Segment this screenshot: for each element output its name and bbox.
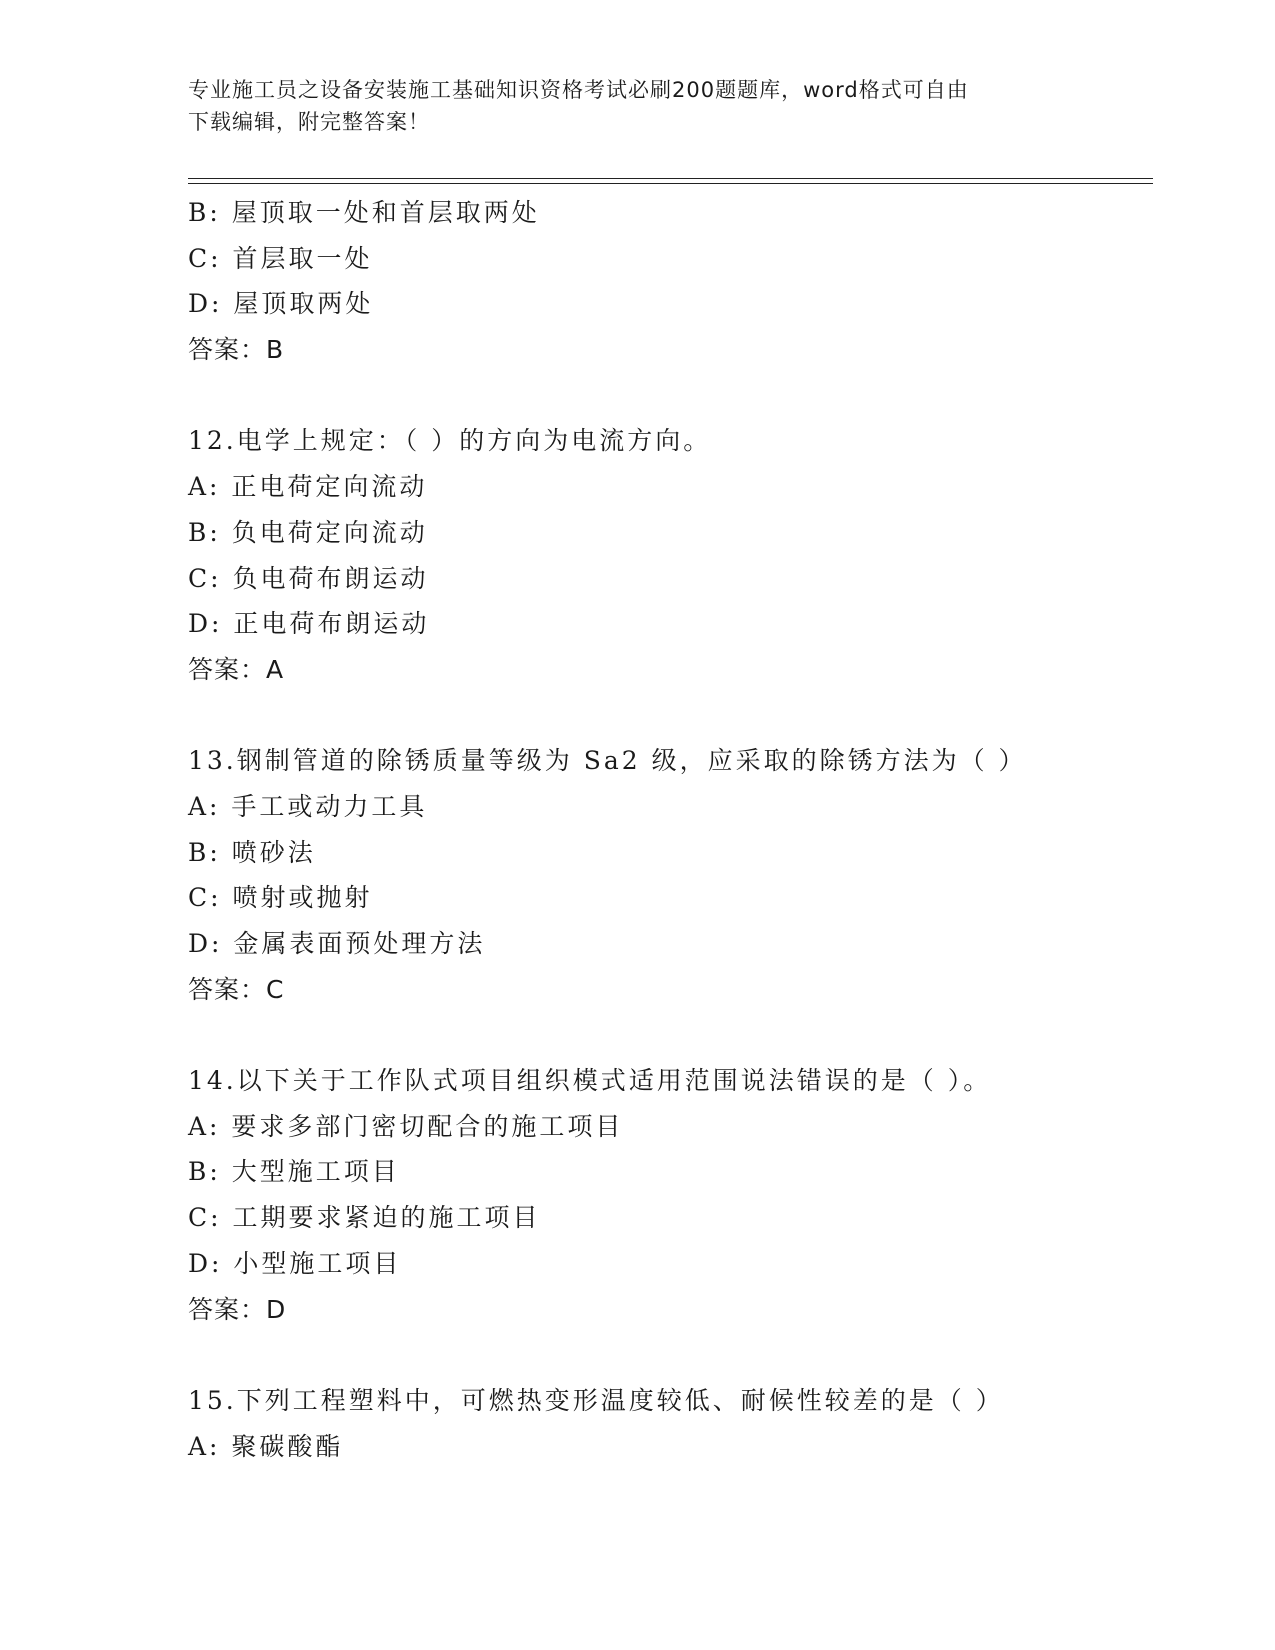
spacer (188, 1012, 1168, 1058)
question-13 (188, 738, 1168, 1012)
header-divider-bottom (188, 183, 1153, 184)
option-b: B: 喷砂法 (188, 837, 316, 867)
option-a: A: 聚碳酸酯 (188, 1431, 344, 1461)
header-divider-top (188, 178, 1153, 179)
answer-line: 答案：D (188, 1294, 287, 1324)
question-14 (188, 1058, 1168, 1332)
option-d: D: 金属表面预处理方法 (188, 929, 486, 958)
option-b: B: 大型施工项目 (188, 1157, 400, 1187)
question-15 (188, 1378, 1168, 1469)
option-c: C: 工期要求紧迫的施工项目 (188, 1203, 541, 1233)
document-header (188, 74, 1068, 138)
option-c: C: 负电荷布朗运动 (188, 563, 429, 593)
spacer (188, 693, 1168, 739)
question-stem: 12.电学上规定：（ ）的方向为电流方向。 (188, 426, 712, 456)
option-a: A: 手工或动力工具 (188, 791, 428, 821)
option-a: A: 正电荷定向流动 (188, 472, 428, 502)
option-a: A: 要求多部门密切配合的施工项目 (188, 1111, 624, 1141)
header-line-2: 下载编辑，附完整答案！ (188, 110, 430, 134)
option-d: D: 小型施工项目 (188, 1248, 402, 1278)
option-c: C: 喷射或抛射 (188, 883, 373, 913)
option-c: C: 首层取一处 (188, 243, 373, 273)
option-d: D: 正电荷布朗运动 (188, 609, 430, 639)
option-d: D: 屋顶取两处 (188, 289, 374, 319)
question-list (188, 190, 1168, 1469)
spacer (188, 373, 1168, 419)
header-line-1: 专业施工员之设备安装施工基础知识资格考试必刷200题题库，word格式可自由 (188, 78, 969, 102)
question-11-continued (188, 190, 1168, 373)
answer-line: 答案：A (188, 654, 285, 684)
option-b: B: 屋顶取一处和首层取两处 (188, 198, 540, 227)
answer-line: 答案：C (188, 974, 285, 1004)
spacer (188, 1332, 1168, 1378)
question-stem: 14.以下关于工作队式项目组织模式适用范围说法错误的是（ ）。 (188, 1066, 992, 1096)
question-stem: 13.钢制管道的除锈质量等级为 Sa2 级，应采取的除锈方法为（ ） (188, 746, 1027, 776)
question-12 (188, 418, 1168, 692)
question-stem: 15.下列工程塑料中，可燃热变形温度较低、耐候性较差的是（ ） (188, 1385, 1004, 1415)
answer-line: 答案：B (188, 335, 285, 365)
option-b: B: 负电荷定向流动 (188, 517, 428, 547)
